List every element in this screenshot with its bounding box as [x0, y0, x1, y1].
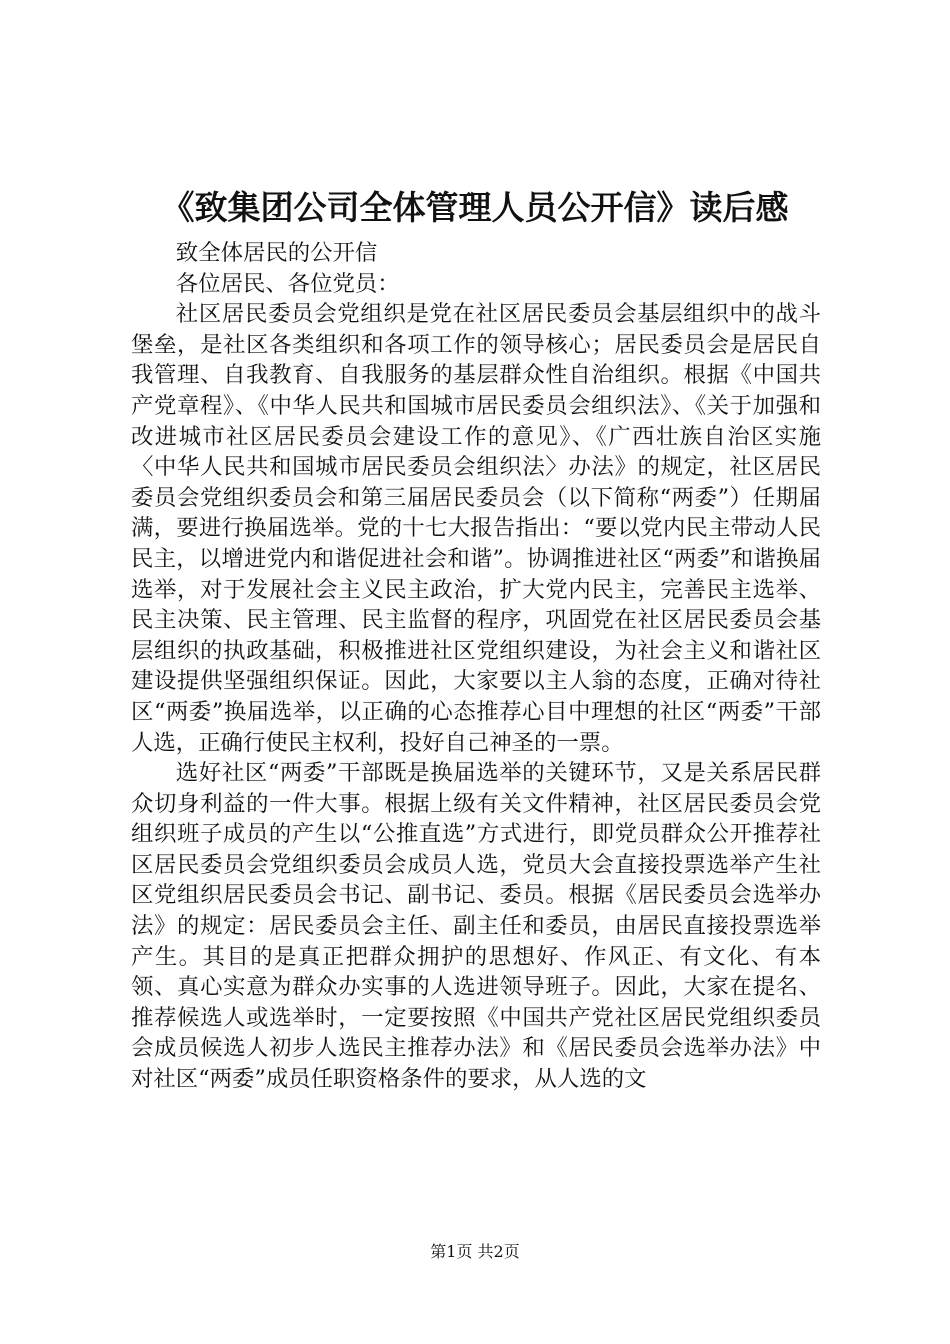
page-number-footer: 第1页 共2页 [430, 1242, 520, 1261]
document-title: 《致集团公司全体管理人员公开信》读后感 [161, 188, 789, 227]
paragraph-body-1: 社区居民委员会党组织是党在社区居民委员会基层组织中的战斗堡垒，是社区各类组织和各项工作的领导核心；居民委员会是居民自我管理、自我教育、自我服务的基层群众性自治组织。根据《中国共产党章程》、《中华人民共和国城市居民委员会组织法》、《关于加强和改进城市社区居民委员会建设工作的意见》、《广西壮族自治区实施〈中华人民共和国城市居民委员会组织法〉办法》的规定，社区居民委员会党组织委员会和第三届居民委员会（以下简称“两委”）任期届满，要进行换届选举。党的十七大报告指出：“要以党内民主带动人民民主，以增进党内和谐促进社会和谐”。协调推进社区“两委”和谐换届选举，对于发展社会主义民主政治，扩大党内民主，完善民主选举、民主决策、民主管理、民主监督的程序，巩固党在社区居民委员会基层组织的执政基础，积极推进社区党组织建设，为社会主义和谐社区建设提供坚强组织保证。因此，大家要以主人翁的态度，正确对待社区“两委”换届选举，以正确的心态推荐心目中理想的社区“两委”干部人选，正确行使民主权利，投好自己神圣的一票。 [131, 301, 821, 756]
paragraph-heading: 致全体居民的公开信 [175, 240, 378, 266]
paragraph-salutation: 各位居民、各位党员： [175, 270, 400, 297]
paragraph-body-2: 选好社区“两委”干部既是换届选举的关键环节，又是关系居民群众切身利益的一件大事。根据上级有关文件精神，社区居民委员会党组织班子成员的产生以“公推直选”方式进行，即党员群众公开推荐社区居民委员会党组织委员会成员人选，党员大会直接投票选举产生社区党组织居民委员会书记、副书记、委员。根据《居民委员会选举办法》的规定：居民委员会主任、副主任和委员，由居民直接投票选举产生。其目的是真正把群众拥护的思想好、作风正、有文化、有本领、真心实意为群众办实事的人选进领导班子。因此，大家在提名、推荐候选人或选举时，一定要按照《中国共产党社区居民党组织委员会成员候选人初步人选民主推荐办法》和《居民委员会选举办法》中对社区“两委”成员任职资格条件的要求，从人选的文 [131, 760, 821, 1093]
document-body [131, 238, 821, 1095]
